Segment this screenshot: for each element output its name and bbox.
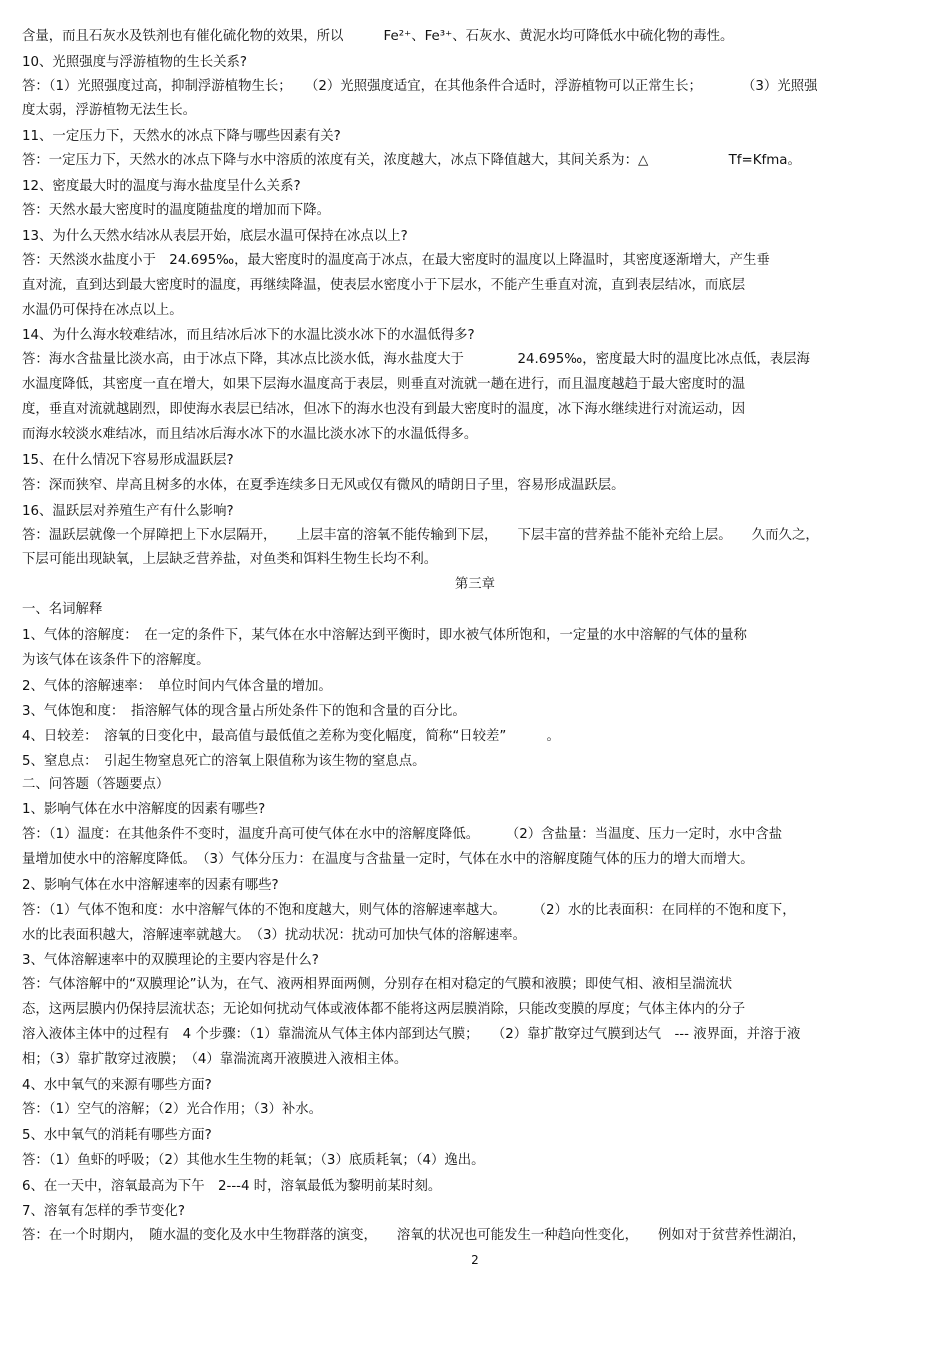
question-heading: 6、在一天中，溶氧最高为下午 2---4 时，溶氧最低为黎明前某时刻。	[22, 1179, 442, 1194]
question-heading: 5、水中氧气的消耗有哪些方面?	[22, 1128, 212, 1143]
text-line: 答：深而狭窄、岸高且树多的水体，在夏季连续多日无风或仅有微风的晴朗日子里，容易形成温跃层。	[22, 478, 625, 493]
section-heading: 一、名词解释	[22, 602, 103, 617]
question-heading: 14、为什么海水较难结冰，而且结冰后冰下的水温比淡水冰下的水温低得多?	[22, 328, 475, 343]
question-heading: 2、影响气体在水中溶解速率的因素有哪些?	[22, 878, 279, 893]
question-heading: 16、温跃层对养殖生产有什么影响?	[22, 504, 234, 519]
text-line: 水温度降低，其密度一直在增大，如果下层海水温度高于表层，则垂直对流就一趟在进行，而且温度越趋于最大密度时的温	[22, 377, 746, 392]
text-line: 答：（1）空气的溶解；（2）光合作用；（3）补水。	[22, 1102, 323, 1117]
text-line: 答：天然水最大密度时的温度随盐度的增加而下降。	[22, 203, 330, 218]
text-line: 水的比表面积越大，溶解速率就越大。 （3）扰动状况：扰动可加快气体的溶解速率。	[22, 928, 526, 943]
text-line: 而海水较淡水难结冰，而且结冰后海水冰下的水温比淡水冰下的水温低得多。	[22, 427, 478, 442]
question-heading: 13、为什么天然水结冰从表层开始，底层水温可保持在冰点以上?	[22, 229, 408, 244]
section-heading: 二、问答题（答题要点）	[22, 777, 170, 792]
term-definition: 2、气体的溶解速率： 单位时间内气体含量的增加。	[22, 679, 332, 694]
question-heading: 11、一定压力下，天然水的冰点下降与哪些因素有关?	[22, 129, 341, 144]
question-heading: 15、在什么情况下容易形成温跃层?	[22, 453, 234, 468]
text-line: 相；（3）靠扩散穿过液膜； （4）靠湍流离开液膜进入液相主体。	[22, 1052, 408, 1067]
text-line: 答：（1）温度：在其他条件不变时，温度升高可使气体在水中的溶解度降低。 （2）含盐量：当温度、压力一定时，水中含盐	[22, 827, 783, 842]
text-line: 水温仍可保持在冰点以上。	[22, 303, 183, 318]
term-definition: 1、气体的溶解度： 在一定的条件下，某气体在水中溶解达到平衡时，即水被气体所饱和，一定量的水中溶解的气体的量称	[22, 628, 747, 643]
text-line: 答：一定压力下，天然水的冰点下降与水中溶质的浓度有关，浓度越大，冰点下降值越大，其间关系为：△ Tf=Kfma。	[22, 153, 801, 168]
text-line: 答：在一个时期内， 随水温的变化及水中生物群落的演变， 溶氧的状况也可能发生一种趋向性变化， 例如对于贫营养性湖泊，	[22, 1228, 806, 1243]
text-line: 态，这两层膜内仍保持层流状态；无论如何扰动气体或液体都不能将这两层膜消除，只能改变膜的厚度；气体主体内的分子	[22, 1002, 746, 1017]
text-line: 答：（1）光照强度过高，抑制浮游植物生长； （2）光照强度适宜，在其他条件合适时，浮游植物可以正常生长； （3）光照强	[22, 79, 818, 94]
text-line: 为该气体在该条件下的溶解度。	[22, 653, 210, 668]
text-line: 溶入液体主体中的过程有 4 个步骤：（1）靠湍流从气体主体内部到达气膜； （2）靠扩散穿过气膜到达气 --- 液界面，并溶于液	[22, 1027, 801, 1042]
text-line: 下层可能出现缺氧，上层缺乏营养盐，对鱼类和饵料生物生长均不利。	[22, 552, 438, 567]
text-line: 答：（1）气体不饱和度：水中溶解气体的不饱和度越大，则气体的溶解速率越大。 （2）水的比表面积：在同样的不饱和度下，	[22, 903, 796, 918]
text-line: 答：天然淡水盐度小于 24.695‰，最大密度时的温度高于冰点，在最大密度时的温度以上降温时，其密度逐渐增大，产生垂	[22, 253, 770, 268]
text-line: 答：海水含盐量比淡水高，由于冰点下降，其冰点比淡水低，海水盐度大于 24.695‰，密度最大时的温度比冰点低，表层海	[22, 352, 810, 367]
text-line: 量增加使水中的溶解度降低。 （3）气体分压力：在温度与含盐量一定时，气体在水中的溶解度随气体的压力的增大而增大。	[22, 852, 754, 867]
question-heading: 7、溶氧有怎样的季节变化?	[22, 1204, 185, 1219]
question-heading: 4、水中氧气的来源有哪些方面?	[22, 1078, 212, 1093]
term-definition: 5、窒息点： 引起生物窒息死亡的溶氧上限值称为该生物的窒息点。	[22, 754, 426, 769]
question-heading: 10、光照强度与浮游植物的生长关系?	[22, 55, 248, 70]
question-heading: 3、气体溶解速率中的双膜理论的主要内容是什么?	[22, 953, 319, 968]
text-line: 含量，而且石灰水及铁剂也有催化硫化物的效果，所以 Fe²⁺、Fe³⁺、石灰水、黄泥水均可降低水中硫化物的毒性。	[22, 29, 734, 44]
term-definition: 4、日较差： 溶氧的日变化中，最高值与最低值之差称为变化幅度，简称“日较差” 。	[22, 729, 560, 744]
text-line: 答：温跃层就像一个屏障把上下水层隔开， 上层丰富的溶氧不能传输到下层， 下层丰富的营养盐不能补充给上层。 久而久之，	[22, 528, 819, 543]
question-heading: 1、影响气体在水中溶解度的因素有哪些?	[22, 802, 266, 817]
chapter-title: 第三章	[454, 577, 496, 592]
text-line: 答：气体溶解中的“双膜理论”认为，在气、液两相界面两侧，分别存在相对稳定的气膜和液膜；即使气相、液相呈湍流状	[22, 977, 733, 992]
text-line: 直对流，直到达到最大密度时的温度，再继续降温，使表层水密度小于下层水，不能产生垂直对流，直到表层结冰，而底层	[22, 278, 746, 293]
text-line: 度太弱，浮游植物无法生长。	[22, 103, 197, 118]
page-number: 2	[471, 1253, 479, 1267]
text-line: 度，垂直对流就越剧烈，即使海水表层已结冰，但冰下的海水也没有到最大密度时的温度，冰下海水继续进行对流运动，因	[22, 402, 746, 417]
question-heading: 12、密度最大时的温度与海水盐度呈什么关系?	[22, 179, 301, 194]
term-definition: 3、气体饱和度： 指溶解气体的现含量占所处条件下的饱和含量的百分比。	[22, 704, 466, 719]
text-line: 答：（1）鱼虾的呼吸；（2）其他水生生物的耗氧；（3）底质耗氧；（4）逸出。	[22, 1153, 485, 1168]
